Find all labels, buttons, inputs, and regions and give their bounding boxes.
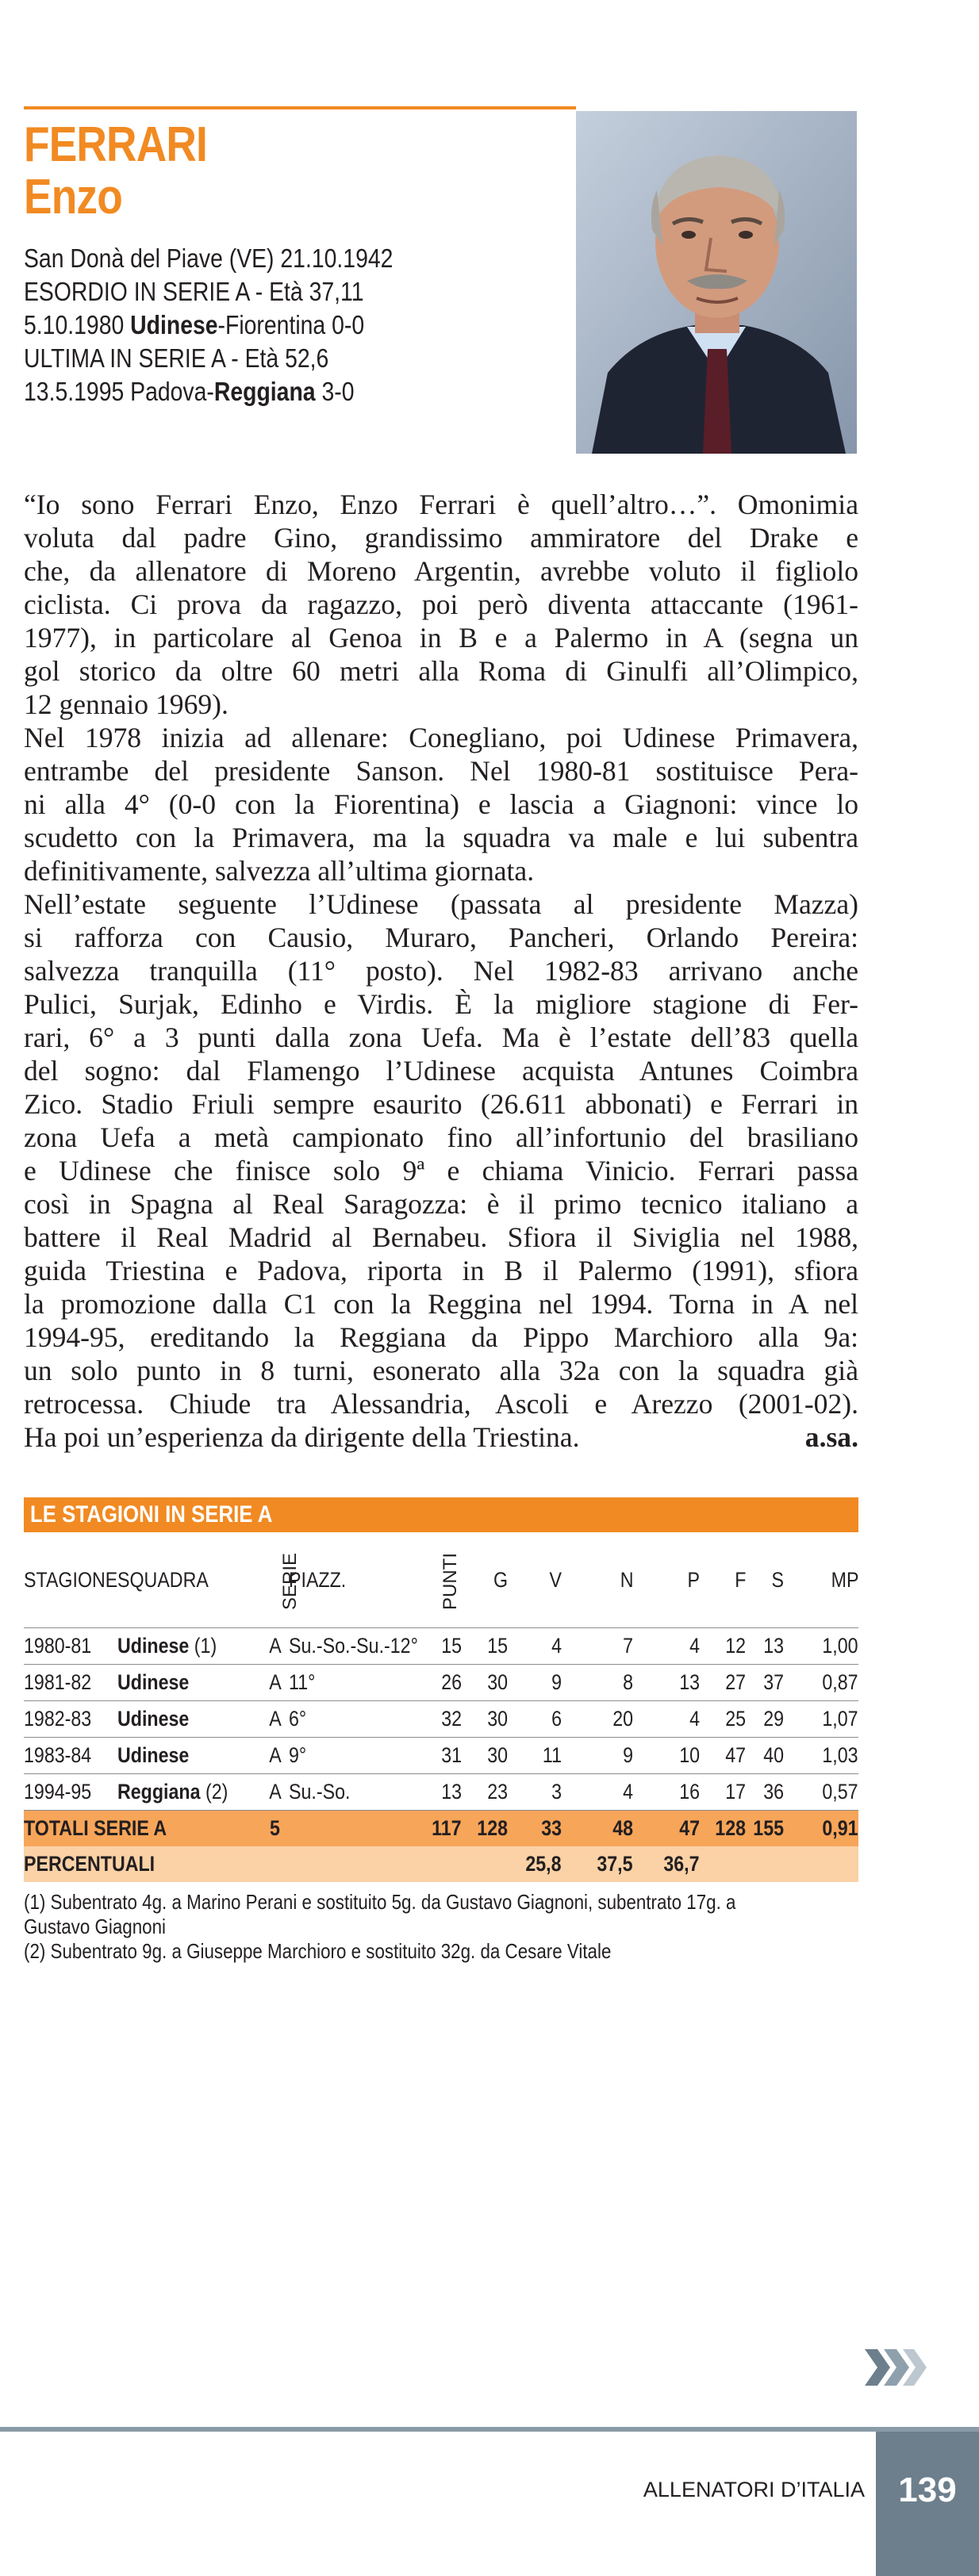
col-squadra: SQUADRA (117, 1567, 209, 1592)
cell-g: 30 (487, 1707, 508, 1731)
cell-punti: 31 (441, 1743, 462, 1767)
cell-stagione: 1994-95 (24, 1780, 92, 1804)
totals-n: 48 (612, 1816, 633, 1840)
col-punti: PUNTI (440, 1552, 461, 1610)
cell-serie: A (269, 1780, 282, 1804)
cell-mp: 1,03 (822, 1743, 858, 1767)
article-line: rari, 6° a 3 punti dalla zona Uefa. Ma è l’estate dell’83 quella (24, 1022, 858, 1053)
cell-piazz: 6° (289, 1707, 307, 1731)
col-mp: MP (831, 1567, 858, 1592)
bio-last-match: 13.5.1995 Padova-Reggiana 3-0 (24, 377, 355, 406)
article-line: la promozione dalla C1 con la Reggina nel 1994. Torna in A nel (24, 1288, 858, 1320)
table-row (24, 1665, 858, 1701)
article-line: ciclista. Ci prova da ragazzo, poi però diventa attaccante (1961- (24, 588, 858, 620)
cell-p: 16 (679, 1780, 700, 1804)
percent-n: 37,5 (597, 1852, 633, 1876)
col-v: V (549, 1567, 562, 1592)
coach-photo (576, 111, 857, 454)
article-line: Nell’estate seguente l’Udinese (passata al presidente Mazza) (24, 888, 858, 920)
cell-n: 9 (623, 1743, 633, 1767)
table-header-row (24, 1532, 858, 1628)
article-line: e Udinese che finisce solo 9ª e chiama Vinicio. Ferrari passa (24, 1155, 858, 1186)
cell-v: 3 (551, 1780, 562, 1804)
cell-f: 12 (725, 1634, 746, 1658)
cell-mp: 1,00 (822, 1634, 858, 1658)
col-stagione: STAGIONE (24, 1567, 118, 1592)
article-line: entrambe del presidente Sanson. Nel 1980-81 sostituisce Pera- (24, 755, 858, 787)
col-serie: SERIE (279, 1552, 301, 1610)
totals-g: 128 (477, 1816, 508, 1840)
cell-s: 36 (763, 1780, 784, 1804)
cell-mp: 0,87 (822, 1670, 858, 1694)
note-2: (2) Subentrato 9g. a Giuseppe Marchioro e sostituito 32g. da Cesare Vitale (24, 1939, 612, 1963)
cell-stagione: 1982-83 (24, 1707, 92, 1731)
cell-s: 29 (763, 1707, 784, 1731)
cell-n: 7 (623, 1634, 633, 1658)
totals-row (24, 1811, 858, 1847)
article-line: guida Triestina e Padova, riporta in B il Palermo (1991), sfiora (24, 1255, 858, 1286)
totals-v: 33 (541, 1816, 562, 1840)
cell-serie: A (269, 1670, 282, 1694)
table-row (24, 1738, 858, 1774)
article-line: Zico. Stadio Friuli sempre esaurito (26.611 abbonati) e Ferrari in (24, 1088, 858, 1120)
cell-v: 6 (551, 1707, 562, 1731)
cell-g: 15 (487, 1634, 508, 1658)
cell-serie: A (269, 1743, 282, 1767)
article-line: che, da allenatore di Moreno Argentin, avrebbe voluto il figliolo (24, 555, 858, 587)
article-line: zona Uefa a metà campionato fino all’infortunio del brasiliano (24, 1121, 858, 1153)
col-s: S (771, 1567, 784, 1592)
totals-mp: 0,91 (822, 1816, 858, 1840)
cell-punti: 26 (441, 1670, 462, 1694)
title-rule (24, 106, 576, 109)
article-line: così in Spagna al Real Saragozza: è il primo tecnico italiano a (24, 1188, 858, 1220)
table-row (24, 1774, 858, 1811)
note-1: (1) Subentrato 4g. a Marino Perani e sostituito 5g. da Gustavo Giagnoni, subentrato 17g. a (24, 1890, 736, 1914)
article-line: 1994-95, ereditando la Reggiana da Pippo Marchioro alla 9a: (24, 1321, 858, 1353)
cell-p: 13 (679, 1670, 700, 1694)
cell-f: 47 (725, 1743, 746, 1767)
running-title: ALLENATORI D’ITALIA (643, 2478, 865, 2501)
cell-squadra: Udinese (117, 1670, 190, 1694)
next-page-chevrons-icon (865, 2348, 928, 2387)
cell-g: 23 (487, 1780, 508, 1804)
cell-mp: 1,07 (822, 1707, 858, 1731)
page-number: 139 (898, 2471, 957, 2509)
coach-firstname: Enzo (24, 170, 122, 224)
cell-squadra: Udinese (117, 1707, 190, 1731)
table-notes (24, 1890, 858, 1964)
cell-g: 30 (487, 1670, 508, 1694)
cell-f: 17 (725, 1780, 746, 1804)
article-line: un solo punto in 8 turni, esonerato alla 32a con la squadra già (24, 1355, 858, 1386)
cell-stagione: 1980-81 (24, 1634, 92, 1658)
cell-n: 4 (623, 1780, 633, 1804)
col-piazz: PIAZZ. (289, 1567, 347, 1592)
bio-birth: San Donà del Piave (VE) 21.10.1942 (24, 243, 394, 273)
col-n: N (620, 1567, 633, 1592)
totals-label: TOTALI SERIE A (24, 1816, 167, 1840)
coach-bio (24, 242, 393, 408)
cell-serie: A (269, 1707, 282, 1731)
percent-row (24, 1846, 858, 1882)
seasons-section (24, 1497, 858, 1964)
cell-stagione: 1981-82 (24, 1670, 92, 1694)
article-line: gol storico da oltre 60 metri alla Roma di Ginulfi all’Olimpico, (24, 655, 858, 687)
cell-squadra: Udinese (117, 1743, 190, 1767)
bio-debut-label: ESORDIO IN SERIE A - Età 37,11 (24, 277, 364, 306)
article-line: del sogno: dal Flamengo l’Udinese acquista Antunes Coimbra (24, 1055, 858, 1087)
article-line: Pulici, Surjak, Edinho e Virdis. È la migliore stagione di Fer- (24, 988, 858, 1020)
totals-f: 128 (715, 1816, 746, 1840)
footer-rule (0, 2427, 979, 2432)
cell-s: 13 (763, 1634, 784, 1658)
totals-punti: 117 (432, 1816, 462, 1840)
percent-v: 25,8 (525, 1852, 562, 1876)
bio-debut-match: 5.10.1980 Udinese-Fiorentina 0-0 (24, 310, 365, 339)
article-line: voluta dal padre Gino, grandissimo ammiratore del Drake e (24, 522, 858, 554)
cell-s: 37 (763, 1670, 784, 1694)
cell-piazz: Su.-So. (289, 1780, 351, 1804)
cell-g: 30 (487, 1743, 508, 1767)
cell-punti: 15 (441, 1634, 462, 1658)
totals-s: 155 (753, 1816, 784, 1840)
article-line: 1977), in particolare al Genoa in B e a Palermo in A (segna un (24, 622, 858, 654)
cell-p: 4 (689, 1634, 700, 1658)
seasons-title: LE STAGIONI IN SERIE A (24, 1497, 858, 1532)
article-line: Ha poi un’esperienza da dirigente della Triestina. a.sa. (24, 1421, 858, 1453)
cell-p: 4 (689, 1707, 700, 1731)
cell-v: 4 (551, 1634, 562, 1658)
totals-p: 47 (679, 1816, 700, 1840)
col-g: G (493, 1567, 508, 1592)
coach-surname: FERRARI (24, 117, 207, 172)
cell-punti: 32 (441, 1707, 462, 1731)
article-line: ni alla 4° (0-0 con la Fiorentina) e lascia a Giagnoni: vince lo (24, 788, 858, 820)
article-line: 12 gennaio 1969). (24, 688, 228, 720)
cell-v: 11 (542, 1743, 562, 1767)
cell-piazz: 11° (289, 1670, 316, 1694)
article-line: retrocessa. Chiude tra Alessandria, Ascoli e Arezzo (2001-02). (24, 1388, 858, 1420)
cell-f: 25 (725, 1707, 746, 1731)
cell-piazz: 9° (289, 1743, 307, 1767)
cell-piazz: Su.-So.-Su.-12° (289, 1634, 418, 1658)
article-text (24, 488, 858, 1454)
article-line: scudetto con la Primavera, ma la squadra va male e lui subentra (24, 822, 858, 853)
col-p: P (687, 1567, 700, 1592)
table-row (24, 1628, 858, 1665)
bio-last-label: ULTIMA IN SERIE A - Età 52,6 (24, 343, 329, 373)
portrait-illustration (576, 111, 857, 454)
cell-p: 10 (679, 1743, 700, 1767)
cell-s: 40 (763, 1743, 784, 1767)
cell-n: 8 (623, 1670, 633, 1694)
note-1-cont: Gustavo Giagnoni (24, 1915, 167, 1938)
cell-mp: 0,57 (822, 1780, 858, 1804)
percent-label: PERCENTUALI (24, 1852, 155, 1876)
author-signature: a.sa. (804, 1421, 858, 1453)
article-line: definitivamente, salvezza all’ultima giornata. (24, 855, 535, 887)
article-line: salvezza tranquilla (11° posto). Nel 1982-83 arrivano anche (24, 955, 858, 987)
table-row (24, 1701, 858, 1738)
cell-squadra: Reggiana (2) (117, 1780, 228, 1804)
cell-n: 20 (612, 1707, 633, 1731)
cell-squadra: Udinese (1) (117, 1634, 217, 1658)
article-line: si rafforza con Causio, Muraro, Pancheri, Orlando Pereira: (24, 922, 858, 953)
cell-stagione: 1983-84 (24, 1743, 92, 1767)
percent-p: 36,7 (663, 1852, 700, 1876)
cell-v: 9 (551, 1670, 562, 1694)
col-f: F (734, 1567, 746, 1592)
seasons-table (24, 1532, 858, 1882)
article-line: battere il Real Madrid al Bernabeu. Sfiora il Siviglia nel 1988, (24, 1221, 858, 1253)
totals-serie: 5 (270, 1816, 281, 1840)
cell-serie: A (269, 1634, 282, 1658)
article-line: Nel 1978 inizia ad allenare: Conegliano, poi Udinese Primavera, (24, 722, 858, 753)
article-line: “Io sono Ferrari Enzo, Enzo Ferrari è quell’altro…”. Omonimia (24, 489, 858, 520)
cell-f: 27 (725, 1670, 746, 1694)
cell-punti: 13 (441, 1780, 462, 1804)
